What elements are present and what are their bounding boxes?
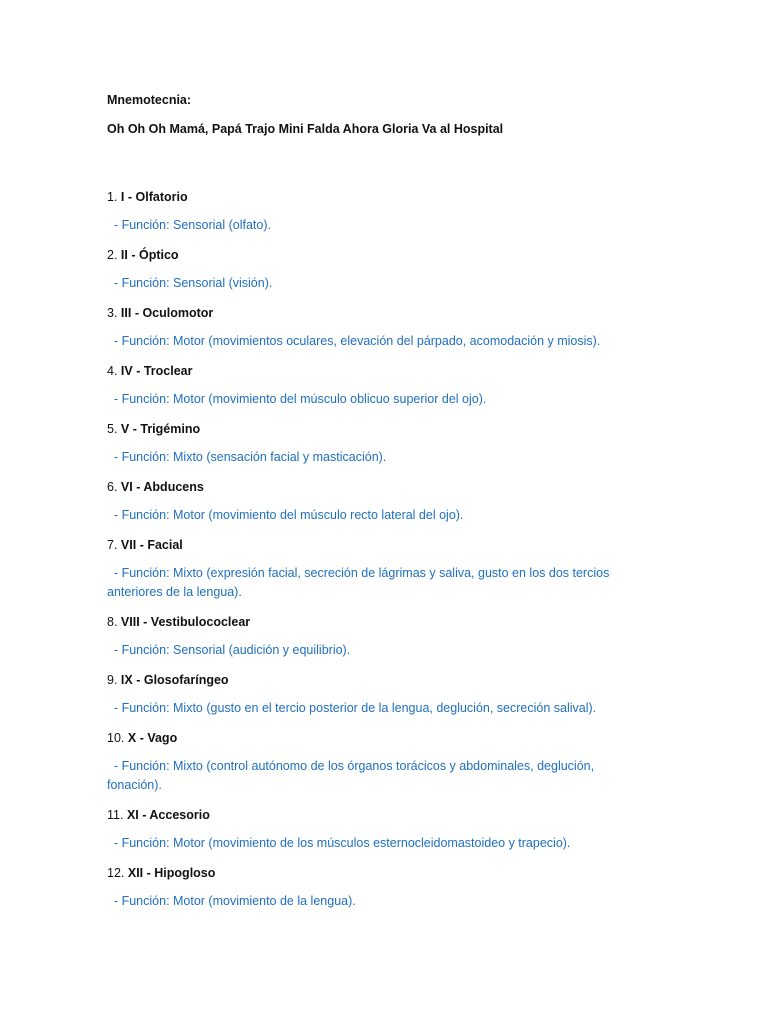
nerve-number: 4. <box>107 364 118 378</box>
nerve-function-text: Función: Motor (movimiento de los músculos esternocleidomastoideo y trapecio). <box>121 836 571 850</box>
nerve-function-text: Función: Mixto (gusto en el tercio posterior de la lengua, deglución, secreción salival). <box>121 701 597 715</box>
nerve-function: - Función: Sensorial (audición y equilibrio). <box>107 643 351 657</box>
nerve-roman: VI <box>120 480 133 494</box>
nerve-title: 1. I - Olfatorio <box>107 190 188 204</box>
nerve-function: - Función: Sensorial (olfato). <box>107 218 271 232</box>
nerve-title: 4. IV - Troclear <box>107 364 193 378</box>
nerve-item <box>107 187 627 235</box>
nerve-title: 5. V - Trigémino <box>107 422 201 436</box>
nerve-name: Accesorio <box>149 808 210 822</box>
nerve-name: Trigémino <box>140 422 201 436</box>
mnemonic-label: Mnemotecnia: <box>107 93 192 107</box>
nerve-function: - Función: Motor (movimiento de la lengua). <box>107 894 356 908</box>
nerve-function-text: Función: Motor (movimiento del músculo oblicuo superior del ojo). <box>121 392 487 406</box>
nerve-roman: V <box>120 422 130 436</box>
nerve-roman: XI <box>126 808 139 822</box>
nerve-function: - Función: Motor (movimiento del músculo recto lateral del ojo). <box>107 508 464 522</box>
nerve-name: Abducens <box>143 480 204 494</box>
nerve-item <box>107 805 627 853</box>
nerve-item <box>107 245 627 293</box>
nerve-function: - Función: Sensorial (visión). <box>107 276 273 290</box>
nerve-function: - Función: Motor (movimiento del músculo oblicuo superior del ojo). <box>107 392 487 406</box>
nerve-roman: IX <box>120 673 133 687</box>
nerve-title: 10. X - Vago <box>107 731 178 745</box>
nerve-function-text: Función: Mixto (expresión facial, secreción de lágrimas y saliva, gusto en los dos tercios anteriores de la lengua). <box>107 566 613 599</box>
nerve-title: 9. IX - Glosofaríngeo <box>107 673 229 687</box>
nerve-roman: IV <box>120 364 133 378</box>
nerve-function-text: Función: Sensorial (visión). <box>121 276 273 290</box>
nerve-roman: VIII <box>120 615 140 629</box>
nerve-function: - Función: Mixto (control autónomo de los órganos torácicos y abdominales, deglución, fonación). <box>107 759 598 792</box>
nerve-function-text: Función: Sensorial (audición y equilibrio). <box>121 643 351 657</box>
nerve-name: Olfatorio <box>135 190 188 204</box>
nerve-roman: I <box>120 190 125 204</box>
nerve-number: 12. <box>107 866 125 880</box>
nerve-item <box>107 863 627 911</box>
nerve-name: Troclear <box>143 364 193 378</box>
nerve-number: 1. <box>107 190 118 204</box>
nerve-title: 11. XI - Accesorio <box>107 808 210 822</box>
nerve-number: 9. <box>107 673 118 687</box>
nerve-function-text: Función: Mixto (control autónomo de los órganos torácicos y abdominales, deglución, fonación). <box>107 759 598 792</box>
nerve-item <box>107 535 627 602</box>
nerve-item <box>107 728 627 795</box>
nerve-function-text: Función: Motor (movimientos oculares, elevación del párpado, acomodación y miosis). <box>121 334 601 348</box>
nerve-name: Glosofaríngeo <box>143 673 229 687</box>
nerve-roman: XII <box>127 866 144 880</box>
nerve-item <box>107 419 627 467</box>
cranial-nerve-list <box>107 187 627 911</box>
nerve-function-text: Función: Motor (movimiento de la lengua). <box>121 894 356 908</box>
mnemonic-phrase: Oh Oh Oh Mamá, Papá Trajo Mini Falda Ahora Gloria Va al Hospital <box>107 122 504 136</box>
nerve-number: 10. <box>107 731 125 745</box>
nerve-function-text: Función: Mixto (sensación facial y masticación). <box>121 450 387 464</box>
nerve-number: 6. <box>107 480 118 494</box>
nerve-name: Vestibulococlear <box>150 615 251 629</box>
nerve-function: - Función: Motor (movimiento de los músculos esternocleidomastoideo y trapecio). <box>107 836 571 850</box>
nerve-name: Oculomotor <box>142 306 214 320</box>
nerve-title: 7. VII - Facial <box>107 538 183 552</box>
nerve-item <box>107 361 627 409</box>
nerve-name: Óptico <box>138 248 179 262</box>
nerve-number: 3. <box>107 306 118 320</box>
nerve-function: - Función: Mixto (gusto en el tercio posterior de la lengua, deglución, secreción salival). <box>107 701 597 715</box>
nerve-number: 7. <box>107 538 118 552</box>
nerve-function: - Función: Motor (movimientos oculares, elevación del párpado, acomodación y miosis). <box>107 334 601 348</box>
nerve-title: 3. III - Oculomotor <box>107 306 214 320</box>
nerve-roman: II <box>120 248 128 262</box>
nerve-name: Facial <box>147 538 183 552</box>
nerve-item <box>107 477 627 525</box>
nerve-roman: X <box>127 731 137 745</box>
nerve-name: Vago <box>147 731 178 745</box>
nerve-function: - Función: Mixto (sensación facial y masticación). <box>107 450 387 464</box>
nerve-item <box>107 670 627 718</box>
nerve-function-text: Función: Sensorial (olfato). <box>121 218 271 232</box>
nerve-title: 6. VI - Abducens <box>107 480 204 494</box>
nerve-name: Hipogloso <box>154 866 216 880</box>
nerve-title: 2. II - Óptico <box>107 248 179 262</box>
nerve-number: 11. <box>107 808 124 822</box>
nerve-roman: VII <box>120 538 137 552</box>
nerve-roman: III <box>120 306 132 320</box>
nerve-function: - Función: Mixto (expresión facial, secreción de lágrimas y saliva, gusto en los dos tercios anteriores de la lengua). <box>107 566 613 599</box>
nerve-number: 8. <box>107 615 118 629</box>
nerve-item <box>107 612 627 660</box>
nerve-title: 8. VIII - Vestibulococlear <box>107 615 251 629</box>
nerve-item <box>107 303 627 351</box>
nerve-title: 12. XII - Hipogloso <box>107 866 216 880</box>
nerve-number: 5. <box>107 422 118 436</box>
document-page <box>107 90 627 921</box>
nerve-function-text: Función: Motor (movimiento del músculo recto lateral del ojo). <box>121 508 464 522</box>
nerve-number: 2. <box>107 248 118 262</box>
